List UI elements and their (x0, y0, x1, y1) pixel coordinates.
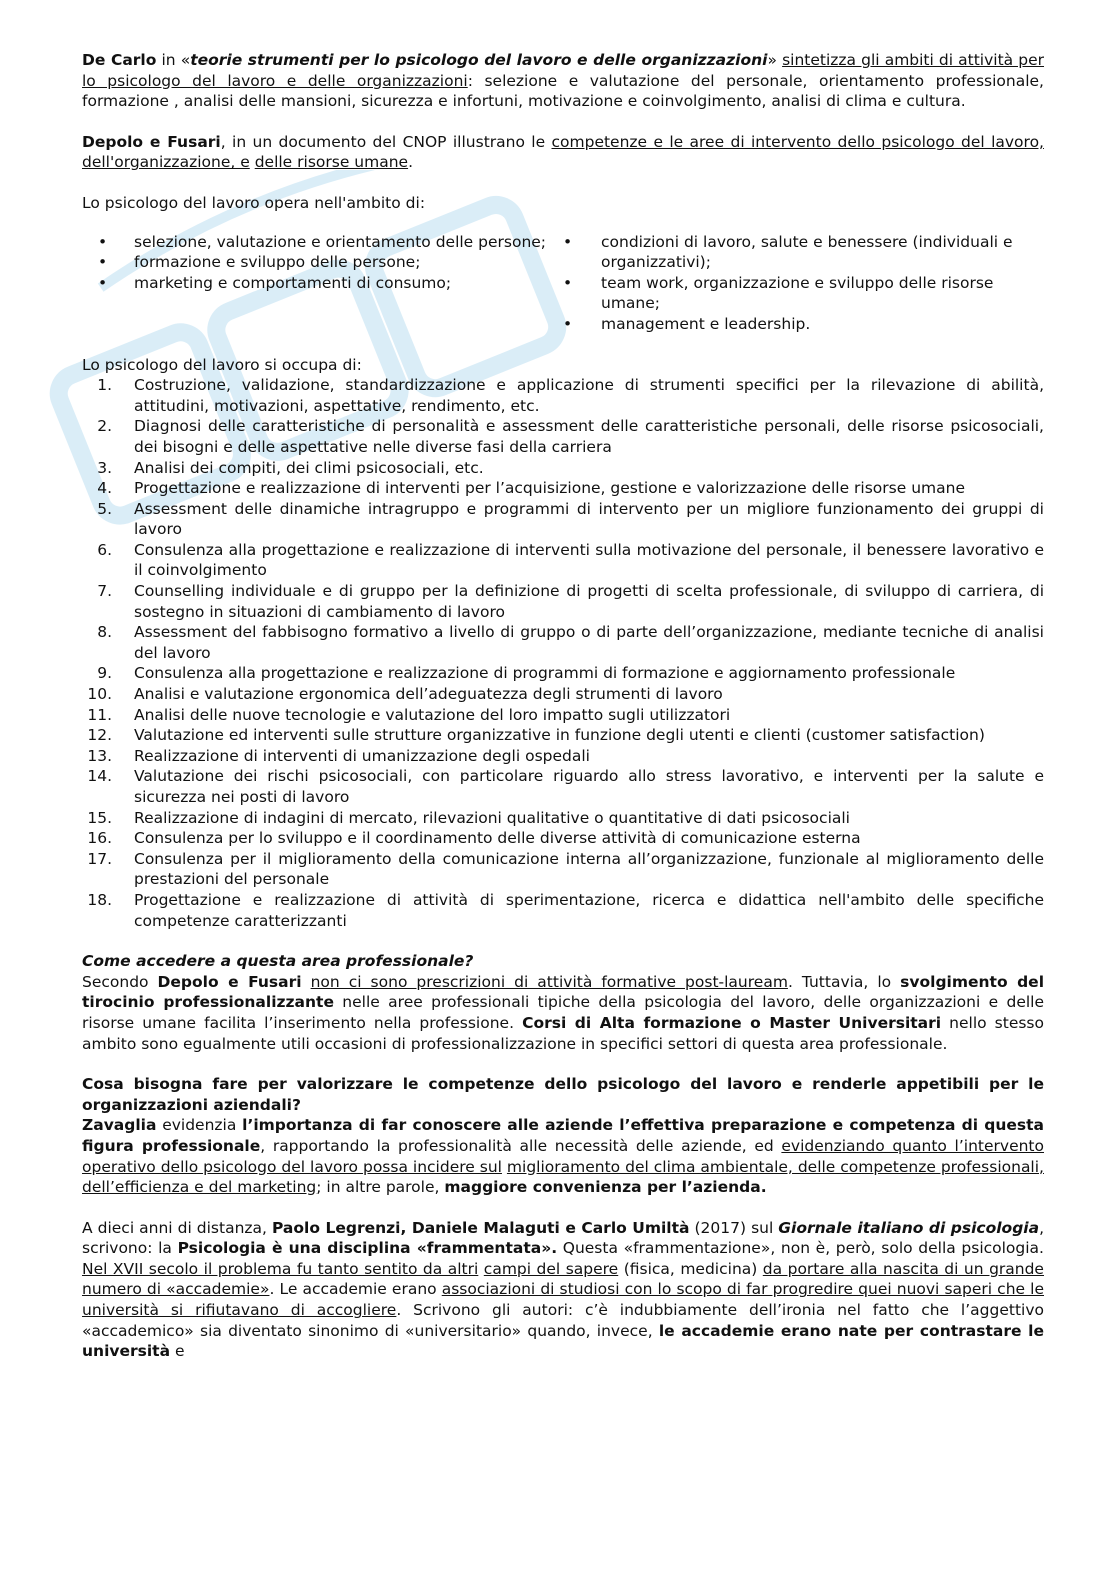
list-item: 4. Progettazione e realizzazione di interventi per l’acquisizione, gestione e valorizzazione delle risorse umane (97, 479, 965, 498)
intro-opera: Lo psicologo del lavoro opera nell'ambito di: (82, 193, 426, 212)
list-item: 16. Consulenza per lo sviluppo e il coordinamento delle diverse attività di comunicazione esterna (87, 829, 861, 848)
list-item: 9. Consulenza alla progettazione e realizzazione di programmi di formazione e aggiornamento professionale (97, 664, 956, 683)
document-page (82, 50, 1044, 1362)
list-item: 2. Diagnosi delle caratteristiche di personalità e assessment delle caratteristiche personali, delle risorse psicosociali, dei bisogni e delle aspettative nelle diverse fasi della carriera (97, 417, 1044, 456)
list-item: 1. Costruzione, validazione, standardizzazione e applicazione di strumenti specifici per la rilevazione di abilità, attitudini, motivazioni, aspettative, rendimento, etc. (97, 376, 1044, 415)
book-title: teorie strumenti per lo psicologo del lavoro e delle organizzazioni (190, 51, 768, 69)
list-item: 15. Realizzazione di indagini di mercato, rilevazioni qualitative o quantitative di dati psicosociali (87, 808, 850, 827)
numbered-list (82, 375, 1044, 931)
list-item: 8. Assessment del fabbisogno formativo a livello di gruppo o di parte dell’organizzazione, mediante tecniche di analisi del lavoro (97, 623, 1044, 662)
list-item: 17. Consulenza per il miglioramento della comunicazione interna all’organizzazione, funzionale al miglioramento delle prestazioni del personale (87, 849, 1044, 889)
bullet-list-right (563, 232, 1044, 335)
intro-occupa: Lo psicologo del lavoro si occupa di: (82, 355, 362, 374)
list-item: • condizioni di lavoro, salute e benessere (individuali e organizzativi); (563, 232, 1044, 273)
list-item: 11. Analisi delle nuove tecnologie e valutazione del loro impatto sugli utilizzatori (87, 705, 731, 724)
paragraph-legrenzi: A dieci anni di distanza, Paolo Legrenzi, Daniele Malaguti e Carlo Umiltà (2017) sul Giornale italiano di psicologia, scrivono: la Psicologia è una disciplina «frammentata». Questa «frammentazione», non è, però, solo della psicologia. Nel XVII secolo il problema fu tanto sentito da altri campi del sapere (fisica, medicina) da portare alla nascita di un grande numero di «accademie». Le accademie erano associazioni di studiosi con lo scopo di far progredire quei nuovi saperi che le università si rifiutavano di accogliere. Scrivono gli autori: c’è indubbiamente dell’ironia nel fatto che l’aggettivo «accademico» sia diventato sinonimo di «universitario» quando, invece, le accademie erano nate per contrastare le università e (82, 1218, 1044, 1361)
list-item: • marketing e comportamenti di consumo; (82, 273, 563, 294)
list-item: 10. Analisi e valutazione ergonomica dell’adeguatezza degli strumenti di lavoro (87, 685, 723, 704)
list-item: 18. Progettazione e realizzazione di attività di sperimentazione, ricerca e didattica nell'ambito delle specifiche competenze caratterizzanti (87, 890, 1044, 930)
author-de-carlo: De Carlo (82, 51, 157, 69)
list-item: • formazione e sviluppo delle persone; (82, 252, 563, 273)
section-heading-valorizzare: Cosa bisogna fare per valorizzare le competenze dello psicologo del lavoro e renderle appetibili per le organizzazioni aziendali? (82, 1075, 1044, 1114)
list-item: • selezione, valutazione e orientamento delle persone; (82, 232, 563, 253)
paragraph-accedere: Secondo Depolo e Fusari non ci sono prescrizioni di attività formative post-lauream. Tuttavia, lo svolgimento del tirocinio professionalizzante nelle aree professionali tipiche della psicologia del lavoro, delle organizzazioni e delle risorse umane facilita l’inserimento nella professione. Corsi di Alta formazione o Master Universitari nello stesso ambito sono egualmente utili occasioni di professionalizzazione in specifici settori di questa area professionale. (82, 972, 1045, 1053)
list-item: 7. Counselling individuale e di gruppo per la definizione di progetti di scelta professionale, di sviluppo di carriera, di sostegno in situazioni di cambiamento di lavoro (97, 582, 1044, 621)
bullet-columns (82, 232, 1044, 335)
bullet-list-left (82, 232, 563, 294)
paragraph-de-carlo: De Carlo in «teorie strumenti per lo psicologo del lavoro e delle organizzazioni» sintetizza gli ambiti di attività per lo psicologo del lavoro e delle organizzazioni: selezione e valutazione del personale, orientamento professionale, formazione , analisi delle mansioni, sicurezza e infortuni, motivazione e coinvolgimento, analisi di clima e cultura. (82, 51, 1045, 111)
paragraph-depolo-fusari: Depolo e Fusari, in un documento del CNOP illustrano le competenze e le aree di intervento dello psicologo del lavoro, dell'organizzazione, e delle risorse umane. (82, 132, 1044, 172)
list-item: • team work, organizzazione e sviluppo delle risorse umane; (563, 273, 1044, 314)
list-item: 12. Valutazione ed interventi sulle strutture organizzative in funzione degli utenti e clienti (customer satisfaction) (87, 726, 985, 745)
section-heading-accedere: Come accedere a questa area professionale? (82, 952, 474, 971)
list-item: • management e leadership. (563, 314, 1044, 335)
paragraph-zavaglia: Zavaglia evidenzia l’importanza di far conoscere alle aziende l’effettiva preparazione e competenza di questa figura professionale, rapportando la professionalità alle necessità delle aziende, ed evidenziando quanto l’intervento operativo dello psicologo del lavoro possa incidere sul miglioramento del clima ambientale, delle competenze professionali, dell’efficienza e del marketing; in altre parole, maggiore convenienza per l’azienda. (82, 1116, 1045, 1197)
list-item: 3. Analisi dei compiti, dei climi psicosociali, etc. (97, 458, 484, 477)
list-item: 14. Valutazione dei rischi psicosociali, con particolare riguardo allo stress lavorativo, e interventi per la salute e sicurezza nei posti di lavoro (87, 767, 1044, 806)
list-item: 6. Consulenza alla progettazione e realizzazione di interventi sulla motivazione del personale, il benessere lavorativo e il coinvolgimento (97, 540, 1044, 580)
list-item: 13. Realizzazione di interventi di umanizzazione degli ospedali (87, 746, 590, 765)
list-item: 5. Assessment delle dinamiche intragruppo e programmi di intervento per un migliore funzionamento dei gruppi di lavoro (97, 499, 1044, 539)
